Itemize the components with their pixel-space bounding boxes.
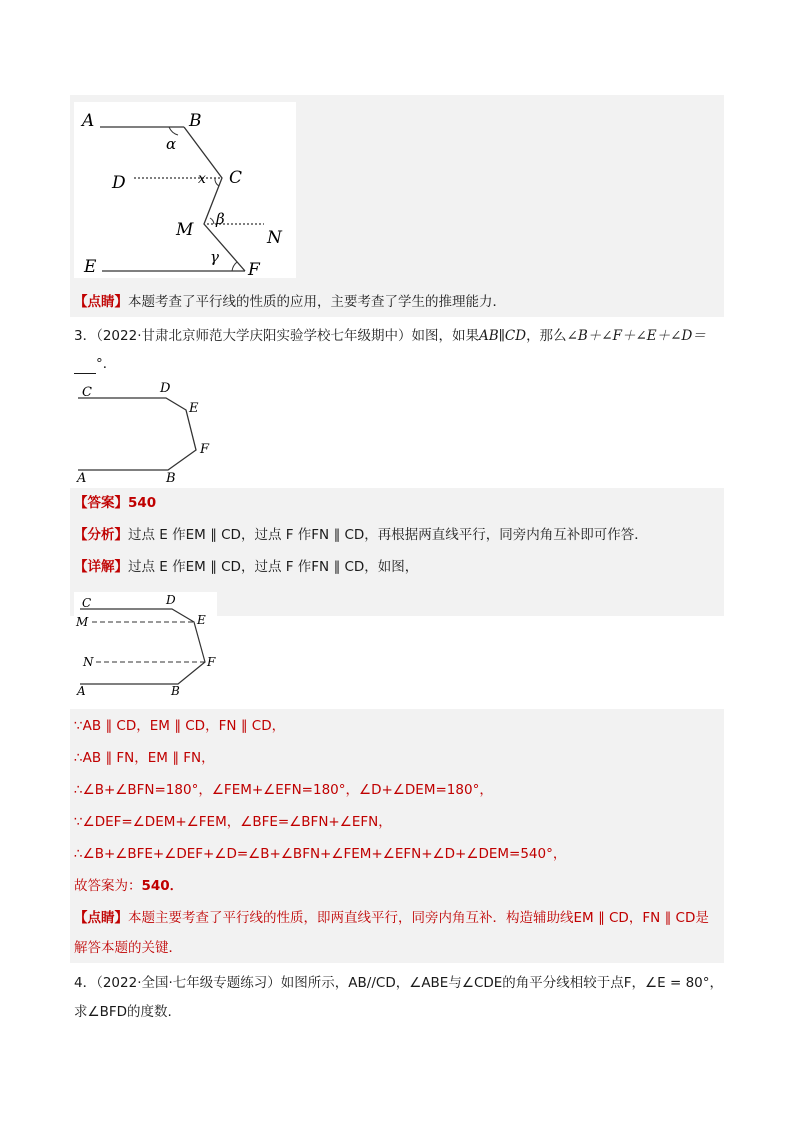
label-gamma: γ [210,248,219,266]
label-C: C [229,168,243,188]
step-1: ∵AB ∥ CD，EM ∥ CD，FN ∥ CD， [74,718,286,734]
final-answer: 故答案为：540． [74,878,184,894]
label-A: A [77,471,87,486]
label-N: N [83,655,94,669]
label-E: E [197,613,206,627]
figure-zigzag [74,102,296,278]
detail-line: 【详解】过点 E 作EM ∥ CD，过点 F 作FN ∥ CD，如图， [74,559,419,575]
question-4-line1: 4．（2022·全国·七年级专题练习）如图所示，AB//CD，∠ABE与∠CDE的角平分线相较于点F，∠E = 80°， [74,975,724,991]
label-B: B [166,471,176,486]
label-beta: β [216,210,225,228]
comment-line2: 解答本题的关键． [74,940,182,956]
label-D: D [160,381,171,396]
label-D: D [112,173,126,193]
figure-question-3 [74,378,224,486]
label-B: B [189,111,202,131]
answer-line: 【答案】540 [74,495,157,511]
comment-line1: 【点睛】本题主要考查了平行线的性质，即两直线平行，同旁内角互补．构造辅助线EM ∥ CD，FN ∥ CD是 [74,910,709,926]
label-A: A [77,684,86,698]
label-N: N [267,228,282,248]
label-A: A [82,111,95,131]
question-4-line2: 求∠BFD的度数. [74,1004,172,1020]
analysis-line: 【分析】过点 E 作EM ∥ CD，过点 F 作FN ∥ CD，再根据两直线平行，同旁内角互补即可作答． [74,527,648,543]
step-3: ∴∠B+∠BFN=180°，∠FEM+∠EFN=180°，∠D+∠DEM=180°， [74,782,493,798]
label-E: E [84,257,97,277]
prev-comment: 【点睛】本题考查了平行线的性质的应用，主要考查了学生的推理能力． [74,294,506,310]
label-M: M [176,220,194,240]
label-C: C [82,596,92,610]
label-F: F [248,260,260,278]
label-C: C [82,385,92,400]
step-4: ∵∠DEF=∠DEM+∠FEM，∠BFE=∠BFN+∠EFN， [74,814,392,830]
label-F: F [200,442,210,457]
answer-blank [74,359,96,374]
label-F: F [207,655,216,669]
label-B: B [171,684,180,698]
label-M: M [76,615,89,629]
label-E: E [189,401,199,416]
step-5: ∴∠B+∠BFE+∠DEF+∠D=∠B+∠BFN+∠FEM+∠EFN+∠D+∠DEM=540°， [74,846,567,862]
label-alpha: α [166,135,177,153]
label-D: D [166,593,176,607]
question-3-line2: °． [74,354,116,374]
question-3-line1: 3．（2022·甘肃北京师范大学庆阳实验学校七年级期中）如图，如果AB∥CD，那么∠B＋∠F＋∠E＋∠D＝ [74,328,706,344]
figure-auxiliary-lines [74,592,217,699]
step-2: ∴AB ∥ FN，EM ∥ FN， [74,750,215,766]
label-x: x [198,171,206,187]
